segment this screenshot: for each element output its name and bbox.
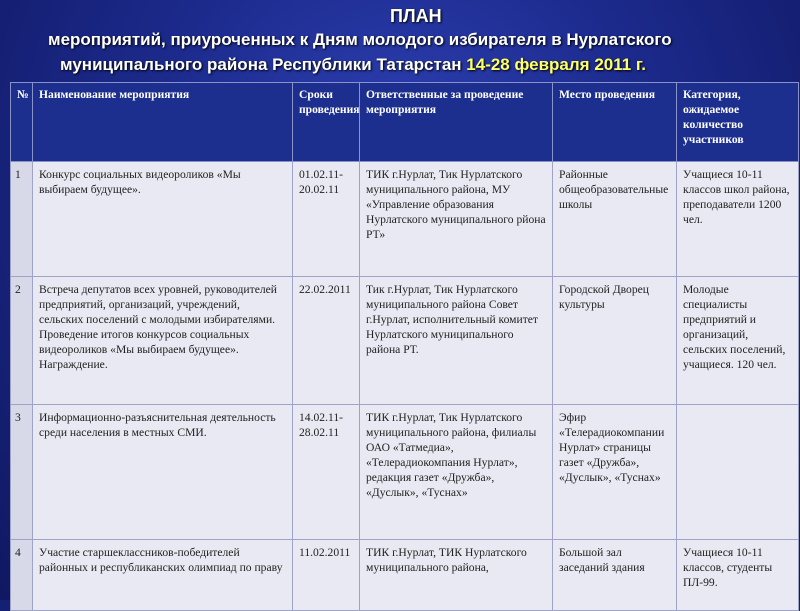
cell-responsible: ТИК г.Нурлат, ТИК Нурлатского муниципального района, xyxy=(360,540,553,611)
cell-category: Молодые специалисты предприятий и организаций, сельских поселений, учащиеся. 120 чел. xyxy=(677,277,799,405)
cell-responsible: ТИК г.Нурлат, Тик Нурлатского муниципального района, МУ «Управление образования Нурлатского муниципального рйона РТ» xyxy=(360,162,553,277)
header-num: № xyxy=(11,83,33,162)
table-row xyxy=(11,405,799,540)
cell-category xyxy=(677,405,799,540)
header-name: Наименование мероприятия xyxy=(33,83,293,162)
plan-title: ПЛАН xyxy=(390,6,442,26)
cell-dates: 11.02.2011 xyxy=(293,540,360,611)
cell-place: Эфир «Телерадиокомпании Нурлат» страницы газет «Дружба», «Дуслык», «Туснах» xyxy=(553,405,677,540)
plan-subtitle-line-2 xyxy=(60,55,796,75)
cell-num: 2 xyxy=(11,277,33,405)
cell-num: 1 xyxy=(11,162,33,277)
cell-name: Встреча депутатов всех уровней, руководителей предприятий, организаций, учреждений, сельских поселений с молодыми избирателями. Проведение итогов конкурсов социальных видеороликов «Мы выбираем будущее». Награждение. xyxy=(33,277,293,405)
cell-name: Конкурс социальных видеороликов «Мы выбираем будущее». xyxy=(33,162,293,277)
subtitle-text: муниципального района Республики Татарстан xyxy=(60,55,467,74)
cell-category: Учащиеся 10-11 классов, студенты ПЛ-99. xyxy=(677,540,799,611)
cell-place: Городской Дворец культуры xyxy=(553,277,677,405)
cell-responsible: ТИК г.Нурлат, Тик Нурлатского муниципального района, филиалы ОАО «Татмедиа», «Телерадиокомпания Нурлат», редакция газет «Дружба», «Дуслык», «Туснах» xyxy=(360,405,553,540)
cell-category: Учащиеся 10-11 классов школ района, преподаватели 1200 чел. xyxy=(677,162,799,277)
plan-subtitle-line-1: мероприятий, приуроченных к Дням молодого избирателя в Нурлатского xyxy=(48,30,672,49)
cell-name: Участие старшеклассников-победителей районных и республиканских олимпиад по праву xyxy=(33,540,293,611)
subtitle-dates: 14-28 февраля 2011 г. xyxy=(466,55,647,74)
table-row xyxy=(11,277,799,405)
cell-dates: 22.02.2011 xyxy=(293,277,360,405)
cell-dates: 01.02.11-20.02.11 xyxy=(293,162,360,277)
cell-responsible: Тик г.Нурлат, Тик Нурлатского муниципального района Совет г.Нурлат, исполнительный комитет Нурлатского муниципального района РТ. xyxy=(360,277,553,405)
table-header-row xyxy=(11,83,799,162)
cell-dates: 14.02.11-28.02.11 xyxy=(293,405,360,540)
title-block xyxy=(0,0,800,82)
cell-name: Информационно-разъяснительная деятельность среди населения в местных СМИ. xyxy=(33,405,293,540)
cell-num: 4 xyxy=(11,540,33,611)
events-table xyxy=(10,82,799,611)
header-dates: Сроки проведения xyxy=(293,83,360,162)
header-place: Место проведения xyxy=(553,83,677,162)
header-category: Категория, ожидаемое количество участников xyxy=(677,83,799,162)
cell-num: 3 xyxy=(11,405,33,540)
header-responsible: Ответственные за проведение мероприятия xyxy=(360,83,553,162)
table-row xyxy=(11,162,799,277)
cell-place: Районные общеобразовательные школы xyxy=(553,162,677,277)
cell-place: Большой зал заседаний здания xyxy=(553,540,677,611)
